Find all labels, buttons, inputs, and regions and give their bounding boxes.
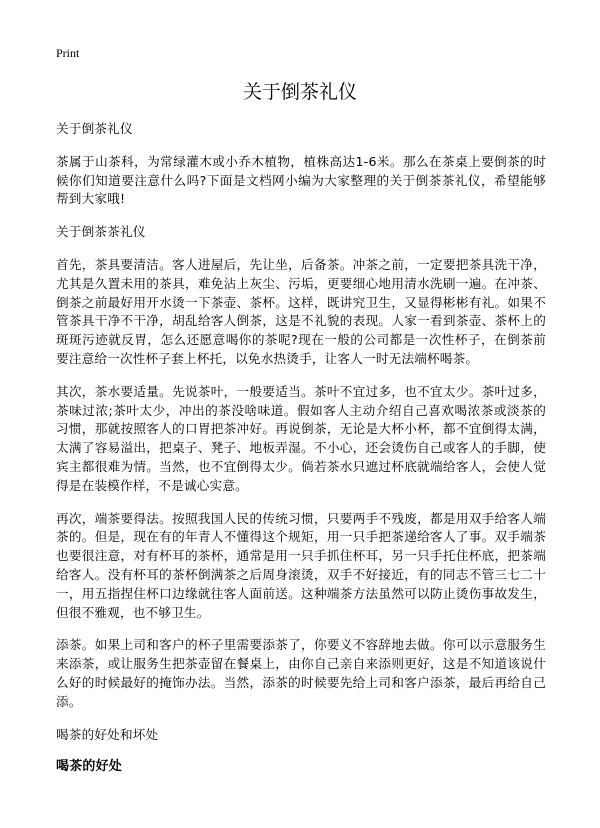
article-body [56, 120, 546, 777]
article-subtitle: 关于倒茶礼仪 [56, 121, 133, 136]
intro-paragraph: 茶属于山茶科，为常绿灌木或小乔木植物，植株高达1-6米。那么在茶桌上要倒茶的时候你们知道要注意什么吗?下面是文档网小编为大家整理的关于倒茶茶礼仪，希望能够帮到大家哦! [56, 153, 546, 207]
section-heading-benefits: 喝茶的好处 [56, 759, 123, 775]
section-heading-etiquette: 关于倒茶茶礼仪 [56, 224, 146, 240]
page-title: 关于倒茶礼仪 [242, 81, 357, 103]
paragraph-serving-tea: 再次，端茶要得法。按照我国人民的传统习惯，只要两手不残废，都是用双手给客人端茶的。但是，现在有的年青人不懂得这个规矩，用一只手把茶递给客人了事。双手端茶也要很注意，对有杯耳的茶杯，通常是用一只手抓住杯耳，另一只手托住杯底，把茶端给客人。没有杯耳的茶杯倒满茶之后周身滚烫，双手不好接近，有的同志不管三七二十一，用五指捏住杯口边缘就往客人面前送。这种端茶方法虽然可以防止烫伤事故发生，但很不雅观，也不够卫生。 [56, 510, 546, 620]
print-link[interactable]: Print [56, 46, 80, 60]
paragraph-clean-teaware: 首先，茶具要清洁。客人进屋后，先让坐，后备茶。冲茶之前，一定要把茶具洗干净，尤其是久置未用的茶具，难免沾上灰尘、污垢，更要细心地用清水洗刷一遍。在冲茶、倒茶之前最好用开水烫一下茶壶、茶杯。这样，既讲究卫生，又显得彬彬有礼。如果不管茶具干净不干净，胡乱给客人倒茶，这是不礼貌的表现。人家一看到茶壶、茶杯上的斑斑污迹就反胃，怎么还愿意喝你的茶呢?现在一般的公司都是一次性杯子，在倒茶前要注意给一次性杯子套上杯托，以免水热烫手，让客人一时无法端杯喝茶。 [56, 256, 546, 366]
section-heading-pros-cons: 喝茶的好处和坏处 [56, 726, 159, 742]
paragraph-tea-amount: 其次，茶水要适量。先说茶叶，一般要适当。茶叶不宜过多，也不宜太少。茶叶过多，茶味过浓;茶叶太少，冲出的茶没啥味道。假如客人主动介绍自己喜欢喝浓茶或淡茶的习惯，那就按照客人的口胃把茶冲好。再说倒茶，无论是大杯小杯，都不宜倒得太满，太满了容易溢出，把桌子、凳子、地板弄湿。不小心，还会烫伤自己或客人的手脚，使宾主都很难为情。当然，也不宜倒得太少。倘若茶水只遮过杯底就端给客人，会使人觉得是在装模作样，不是诚心实意。 [56, 383, 546, 493]
paragraph-adding-tea: 添茶。如果上司和客户的杯子里需要添茶了，你要义不容辞地去做。你可以示意服务生来添茶，或让服务生把茶壶留在餐桌上，由你自己亲自来添则更好，这是不知道该说什么好的时候最好的掩饰办法。当然，添茶的时候要先给上司和客户添茶，最后再给自己添。 [56, 637, 546, 709]
